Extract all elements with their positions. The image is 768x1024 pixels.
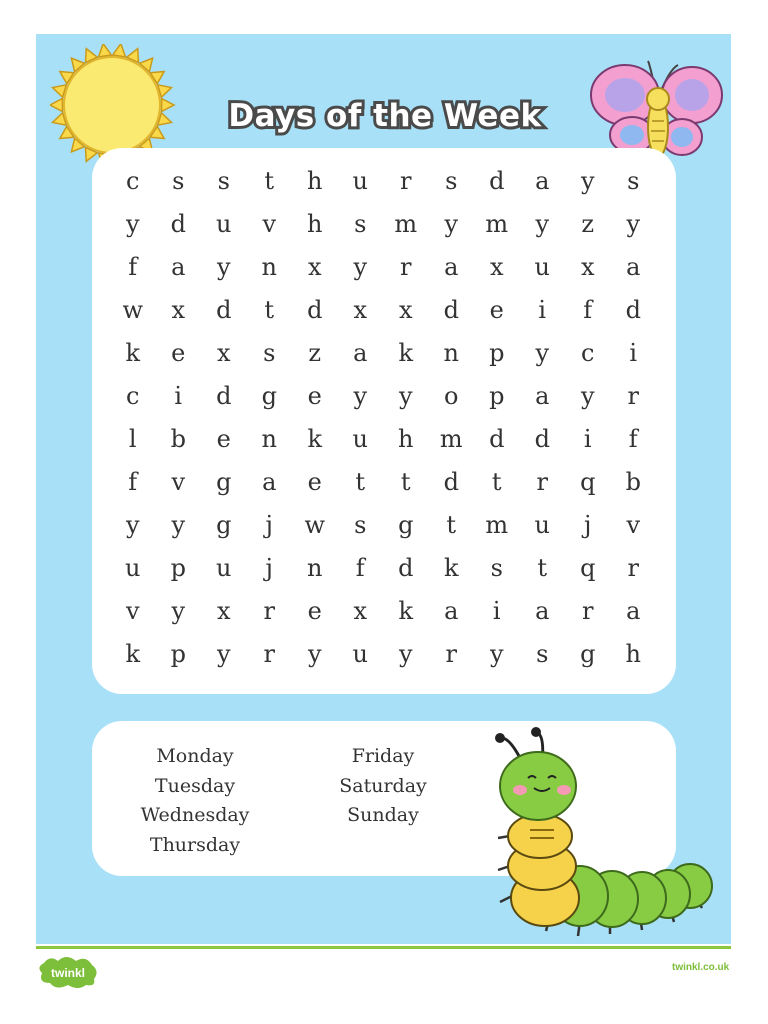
grid-letter: g (580, 640, 596, 668)
grid-letter: e (171, 339, 186, 367)
grid-letter: y (444, 210, 459, 238)
grid-letter: p (170, 554, 186, 582)
word-search-grid (110, 160, 656, 676)
grid-letter: f (355, 554, 365, 582)
grid-letter: d (534, 425, 550, 453)
grid-letter: r (582, 597, 594, 625)
grid-letter: e (489, 296, 504, 324)
grid-letter: t (264, 167, 275, 195)
grid-letter: s (263, 339, 276, 367)
grid-letter: x (398, 296, 413, 324)
grid-letter: x (171, 296, 186, 324)
grid-letter: u (534, 511, 550, 539)
grid-letter: y (216, 253, 231, 281)
grid-letter: d (398, 554, 414, 582)
grid-letter: s (445, 167, 458, 195)
grid-letter: r (263, 597, 275, 625)
grid-letter: u (216, 210, 232, 238)
grid-letter: u (216, 554, 232, 582)
grid-letter: v (626, 511, 641, 539)
grid-letter: d (216, 382, 232, 410)
grid-row (110, 547, 656, 590)
grid-letter: d (170, 210, 186, 238)
grid-letter: y (580, 167, 595, 195)
grid-letter: d (443, 468, 459, 496)
grid-letter: d (489, 425, 505, 453)
grid-letter: s (217, 167, 230, 195)
grid-letter: d (489, 167, 505, 195)
footer-divider (36, 946, 731, 949)
word-list-item: Saturday (339, 774, 427, 797)
grid-letter: y (398, 640, 413, 668)
grid-letter: k (398, 339, 414, 367)
grid-letter: y (535, 210, 550, 238)
grid-letter: p (489, 382, 505, 410)
grid-row (110, 332, 656, 375)
grid-letter: r (400, 167, 412, 195)
grid-letter: r (627, 382, 639, 410)
grid-letter: q (580, 468, 596, 496)
grid-letter: t (446, 511, 457, 539)
grid-row (110, 375, 656, 418)
grid-letter: e (307, 382, 322, 410)
grid-letter: j (265, 511, 273, 539)
grid-letter: r (263, 640, 275, 668)
grid-letter: x (307, 253, 322, 281)
grid-letter: y (489, 640, 504, 668)
grid-letter: a (535, 167, 550, 195)
grid-letter: d (216, 296, 232, 324)
grid-letter: u (125, 554, 141, 582)
grid-letter: a (626, 253, 641, 281)
grid-row (110, 590, 656, 633)
grid-letter: f (128, 253, 138, 281)
grid-letter: r (400, 253, 412, 281)
grid-letter: i (629, 339, 638, 367)
grid-letter: a (262, 468, 277, 496)
grid-letter: z (308, 339, 322, 367)
grid-letter: k (443, 554, 459, 582)
grid-letter: i (492, 597, 501, 625)
word-list-item: Friday (351, 745, 415, 767)
grid-letter: q (580, 554, 596, 582)
grid-letter: y (171, 597, 186, 625)
grid-letter: t (264, 296, 275, 324)
grid-letter: y (353, 382, 368, 410)
grid-letter: n (261, 253, 277, 281)
grid-letter: e (216, 425, 231, 453)
grid-letter: w (122, 296, 144, 324)
grid-letter: a (535, 382, 550, 410)
grid-letter: i (174, 382, 183, 410)
grid-letter: y (216, 640, 231, 668)
grid-letter: v (262, 210, 277, 238)
grid-letter: e (307, 597, 322, 625)
word-list-item: Monday (156, 745, 234, 767)
grid-letter: t (537, 554, 548, 582)
grid-letter: a (535, 597, 550, 625)
grid-letter: t (491, 468, 502, 496)
grid-letter: d (625, 296, 641, 324)
grid-letter: g (261, 382, 277, 410)
word-list-right (283, 742, 483, 831)
grid-letter: s (172, 167, 185, 195)
grid-letter: u (352, 167, 368, 195)
grid-letter: t (355, 468, 366, 496)
twinkl-logo[interactable] (36, 955, 100, 989)
grid-letter: n (443, 339, 459, 367)
grid-letter: r (445, 640, 457, 668)
grid-letter: s (354, 511, 367, 539)
grid-letter: r (536, 468, 548, 496)
grid-letter: a (353, 339, 368, 367)
grid-letter: k (307, 425, 323, 453)
grid-letter: s (354, 210, 367, 238)
grid-row (110, 504, 656, 547)
grid-letter: e (307, 468, 322, 496)
grid-letter: y (580, 382, 595, 410)
grid-letter: j (265, 554, 273, 582)
grid-letter: j (584, 511, 592, 539)
grid-letter: x (580, 253, 595, 281)
grid-letter: g (398, 511, 414, 539)
grid-letter: m (394, 210, 418, 238)
grid-row (110, 203, 656, 246)
grid-letter: y (626, 210, 641, 238)
grid-letter: l (128, 425, 137, 453)
grid-letter: y (125, 511, 140, 539)
grid-letter: d (307, 296, 323, 324)
grid-letter: m (485, 511, 509, 539)
grid-letter: g (216, 468, 232, 496)
grid-letter: c (581, 339, 595, 367)
grid-letter: r (627, 554, 639, 582)
word-list-item: Wednesday (140, 804, 250, 826)
grid-letter: h (307, 210, 323, 238)
grid-letter: y (171, 511, 186, 539)
grid-letter: x (216, 339, 231, 367)
grid-row (110, 246, 656, 289)
grid-letter: n (261, 425, 277, 453)
word-list-item: Tuesday (154, 774, 236, 797)
grid-letter: x (353, 597, 368, 625)
grid-letter: k (125, 640, 141, 668)
grid-letter: f (628, 425, 638, 453)
grid-letter: x (489, 253, 504, 281)
grid-letter: h (398, 425, 414, 453)
sun-ray (113, 44, 126, 57)
word-list-item: Sunday (347, 804, 419, 826)
grid-letter: g (216, 511, 232, 539)
grid-letter: m (485, 210, 509, 238)
grid-row (110, 418, 656, 461)
grid-letter: u (534, 253, 550, 281)
page-title: Days of the Week (228, 97, 542, 134)
grid-letter: c (126, 167, 140, 195)
grid-letter: s (490, 554, 503, 582)
grid-letter: v (171, 468, 186, 496)
grid-letter: a (626, 597, 641, 625)
grid-letter: i (538, 296, 547, 324)
grid-letter: b (625, 468, 641, 496)
grid-letter: a (171, 253, 186, 281)
sun-ray (99, 44, 112, 57)
grid-letter: k (398, 597, 414, 625)
grid-letter: w (304, 511, 326, 539)
grid-letter: m (439, 425, 463, 453)
grid-letter: u (352, 640, 368, 668)
grid-row (110, 289, 656, 332)
grid-row (110, 461, 656, 504)
grid-letter: y (125, 210, 140, 238)
grid-letter: o (444, 382, 459, 410)
grid-letter: s (536, 640, 549, 668)
grid-letter: h (307, 167, 323, 195)
grid-letter: h (625, 640, 641, 668)
grid-letter: y (398, 382, 413, 410)
site-link[interactable]: twinkl.co.uk (672, 962, 730, 973)
sun-ray (162, 99, 174, 112)
caterpillar-icon (490, 726, 720, 941)
grid-letter: u (352, 425, 368, 453)
grid-letter: f (583, 296, 593, 324)
grid-letter: v (125, 597, 140, 625)
word-list-item: Thursday (149, 833, 241, 856)
grid-letter: d (443, 296, 459, 324)
sun-ray (50, 99, 62, 112)
grid-letter: y (307, 640, 322, 668)
grid-letter: i (583, 425, 592, 453)
grid-letter: f (128, 468, 138, 496)
grid-letter: s (627, 167, 640, 195)
grid-letter: y (535, 339, 550, 367)
grid-letter: y (353, 253, 368, 281)
grid-letter: x (216, 597, 231, 625)
grid-letter: p (170, 640, 186, 668)
grid-letter: z (581, 210, 595, 238)
grid-letter: x (353, 296, 368, 324)
grid-letter: a (444, 597, 459, 625)
grid-letter: p (489, 339, 505, 367)
grid-letter: n (307, 554, 323, 582)
grid-letter: t (400, 468, 411, 496)
grid-letter: b (170, 425, 186, 453)
grid-row (110, 160, 656, 203)
word-list-left (95, 742, 295, 860)
grid-letter: a (444, 253, 459, 281)
svg-text:twinkl: twinkl (50, 966, 86, 980)
grid-letter: c (126, 382, 140, 410)
grid-letter: k (125, 339, 141, 367)
grid-row (110, 633, 656, 676)
